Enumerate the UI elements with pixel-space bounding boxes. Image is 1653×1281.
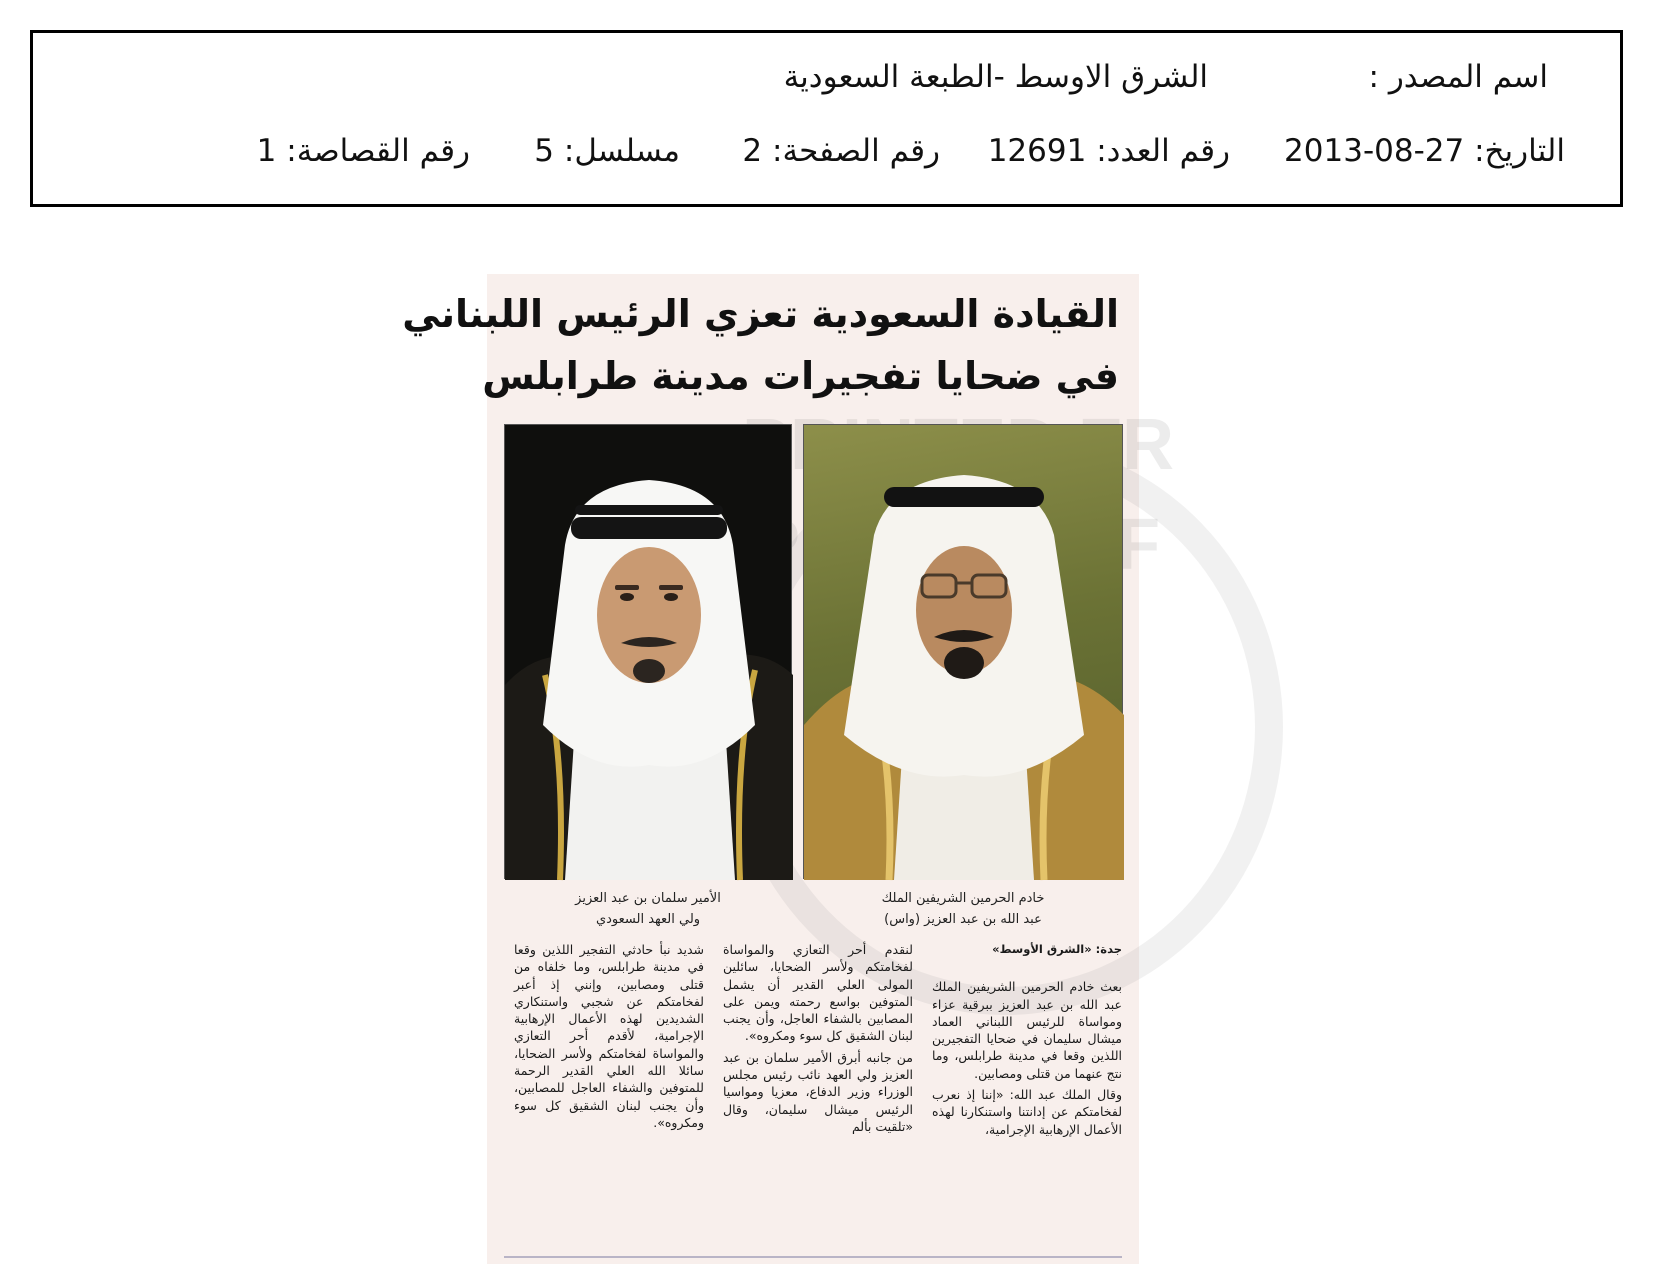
headline-line-1: القيادة السعودية تعزي الرئيس اللبناني (402, 292, 1119, 336)
date-label: التاريخ: (1474, 133, 1565, 169)
date-field (1284, 131, 1565, 171)
article-column-3 (514, 941, 704, 1259)
caption-king-abdullah (803, 888, 1123, 930)
page-number-label: رقم الصفحة: (772, 133, 940, 169)
paragraph: لنقدم أحر التعازي والمواساة لفخامتكم ولأسر الضحايا، سائلين المولى العلي القدير أن يشمل المتوفين بواسع رحمته ويمن على المصابين بالشفاء العاجل، وأن يجنب لبنان الشقيق كل سوء ومكروه». (723, 942, 913, 1044)
serial-field (534, 131, 680, 171)
source-value: الشرق الاوسط -الطبعة السعودية (783, 59, 1208, 95)
issue-label: رقم العدد: (1096, 133, 1230, 169)
portrait-illustration (505, 425, 793, 880)
clipping-number-label: رقم القصاصة: (286, 133, 470, 169)
bottom-divider (504, 1256, 1122, 1258)
paragraph: بعث خادم الحرمين الشريفين الملك عبد الله بن عبد العزيز ببرقية عزاء ومواساة للرئيس اللبناني العماد ميشال سليمان في ضحايا التفجيرين اللذين وقعا في مدينة طرابلس، وما نتج عنهما من قتلى ومصابين. (932, 979, 1122, 1081)
caption-line: خادم الحرمين الشريفين الملك (881, 891, 1045, 906)
photo-king-abdullah (803, 424, 1123, 879)
clipping-number-field (257, 131, 470, 171)
issue-field (988, 131, 1230, 171)
page-number-value: 2 (742, 133, 763, 169)
source-label: اسم المصدر : (1368, 59, 1548, 95)
newspaper-clipping (402, 274, 1174, 1264)
caption-line: الأمير سلمان بن عبد العزيز (575, 891, 721, 906)
clipping-number-value: 1 (256, 133, 277, 169)
article-column-1 (932, 941, 1122, 1259)
portrait-illustration (804, 425, 1124, 880)
paragraph: من جانبه أبرق الأمير سلمان بن عبد العزيز ولي العهد نائب رئيس مجلس الوزراء وزير الدفاع، معزيا ومواسيا الرئيس ميشال سليمان، وقال «تلقيت بألم (723, 1049, 913, 1134)
caption-prince-salman (504, 888, 792, 930)
serial-value: 5 (534, 133, 555, 169)
caption-line: عبد الله بن عبد العزيز (واس) (884, 912, 1042, 927)
watermark-text-1: FR (1078, 405, 1174, 485)
source-info-box (30, 30, 1623, 207)
page-number-field (742, 131, 940, 171)
serial-label: مسلسل: (563, 133, 680, 169)
dateline: جدة: «الشرق الأوسط» (992, 942, 1122, 956)
article-body (504, 941, 1122, 1261)
issue-value: 12691 (987, 133, 1087, 169)
paragraph: وقال الملك عبد الله: «إننا إذ نعرب لفخامتكم عن إدانتنا واستنكارنا لهذه الأعمال الإرهابية الإجرامية، (932, 1087, 1122, 1137)
article-column-2 (723, 941, 913, 1259)
date-value: 2013-08-27 (1284, 133, 1465, 169)
headline-line-2: في ضحايا تفجيرات مدينة طرابلس (482, 354, 1119, 398)
photo-prince-salman (504, 424, 792, 879)
caption-line: ولي العهد السعودي (595, 912, 701, 927)
paragraph: شديد نبأ حادثي التفجير اللذين وقعا في مدينة طرابلس، وما خلفاه من قتلى ومصابين، وإنني إذ أعبر لفخامتكم عن شجبي واستنكاري الشديدين لهذه الأعمال الإرهابية الإجرامية، لأقدم أحر التعازي والمواساة لفخامتكم ولأسر الضحايا، سائلا الله العلي القدير الرحمة للمتوفين والشفاء العاجل للمصابين، وأن يجنب لبنان الشقيق كل سوء ومكروه». (514, 942, 704, 1130)
